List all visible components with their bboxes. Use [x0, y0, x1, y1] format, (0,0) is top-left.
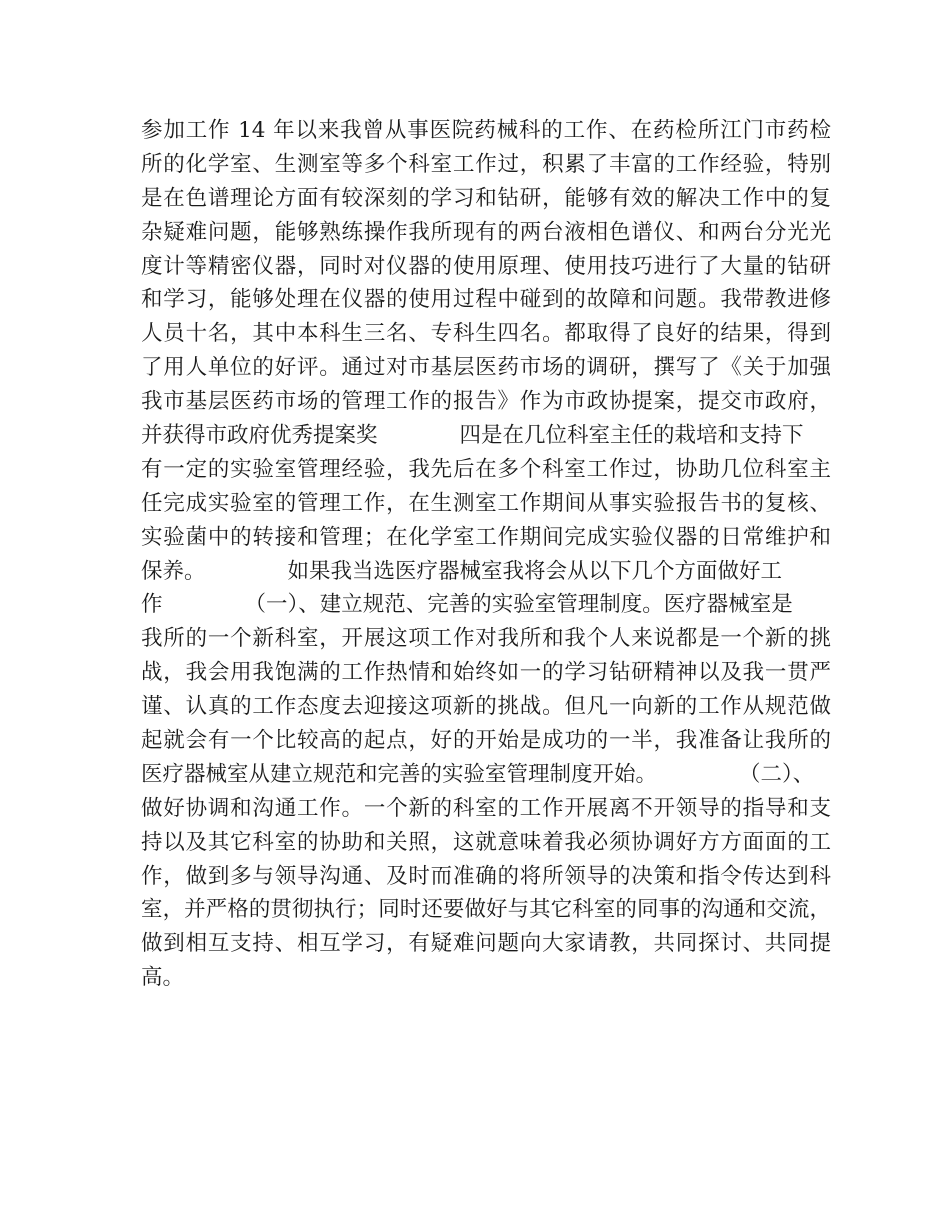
text-line: 所的化学室、生测室等多个科室工作过，积累了丰富的工作经验，特别	[141, 151, 831, 177]
text-line: 室，并严格的贯彻执行；同时还要做好与其它科室的同事的沟通和交流，	[141, 897, 831, 923]
text-line: 实验菌中的转接和管理；在化学室工作期间完成实验仪器的日常维护和	[141, 524, 831, 550]
text-line: 杂疑难问题，能够熟练操作我所现有的两台液相色谱仪、和两台分光光	[141, 219, 831, 245]
text-line: 度计等精密仪器，同时对仪器的使用原理、使用技巧进行了大量的钻研	[141, 253, 831, 279]
text-line: 战，我会用我饱满的工作热情和始终如一的学习钻研精神以及我一贯严	[141, 660, 831, 686]
text-line: 我市基层医药市场的管理工作的报告》作为市政协提案，提交市政府，	[141, 389, 831, 415]
text-line: 人员十名，其中本科生三名、专科生四名。都取得了良好的结果，得到	[141, 321, 831, 347]
text-line: 是在色谱理论方面有较深刻的学习和钻研，能够有效的解决工作中的复	[141, 185, 831, 211]
text-line: 有一定的实验室管理经验，我先后在多个科室工作过，协助几位科室主	[141, 456, 831, 482]
text-line: 高。	[141, 965, 185, 991]
text-line: 了用人单位的好评。通过对市基层医药市场的调研，撰写了《关于加强	[141, 355, 831, 381]
text-line: 保养。 如果我当选医疗器械室我将会从以下几个方面做好工	[141, 558, 783, 584]
body-paragraph	[141, 114, 831, 995]
text-line: 做到相互支持、相互学习，有疑难问题向大家请教，共同探讨、共同提	[141, 931, 831, 957]
text-line: 持以及其它科室的协助和关照，这就意味着我必须协调好方方面面的工	[141, 829, 831, 855]
text-line: 我所的一个新科室，开展这项工作对我所和我个人来说都是一个新的挑	[141, 626, 831, 652]
text-line: 作，做到多与领导沟通、及时而准确的将所领导的决策和指令传达到科	[141, 863, 831, 889]
text-line: 谨、认真的工作态度去迎接这项新的挑战。但凡一向新的工作从规范做	[141, 694, 831, 720]
text-line: 并获得市政府优秀提案奖 四是在几位科室主任的栽培和支持下	[141, 423, 804, 449]
text-line: 做好协调和沟通工作。一个新的科室的工作开展离不开领导的指导和支	[141, 795, 831, 821]
text-line: 起就会有一个比较高的起点，好的开始是成功的一半，我准备让我所的	[141, 728, 831, 754]
text-line: 任完成实验室的管理工作，在生测室工作期间从事实验报告书的复核、	[141, 490, 831, 516]
text-line: 参加工作 14 年以来我曾从事医院药械科的工作、在药检所江门市药检	[141, 118, 831, 143]
text-line: 医疗器械室从建立规范和完善的实验室管理制度开始。 （二）、	[141, 761, 815, 787]
text-line: 和学习，能够处理在仪器的使用过程中碰到的故障和问题。我带教进修	[141, 287, 831, 313]
text-line: 作 （一）、建立规范、完善的实验室管理制度。医疗器械室是	[141, 592, 793, 618]
